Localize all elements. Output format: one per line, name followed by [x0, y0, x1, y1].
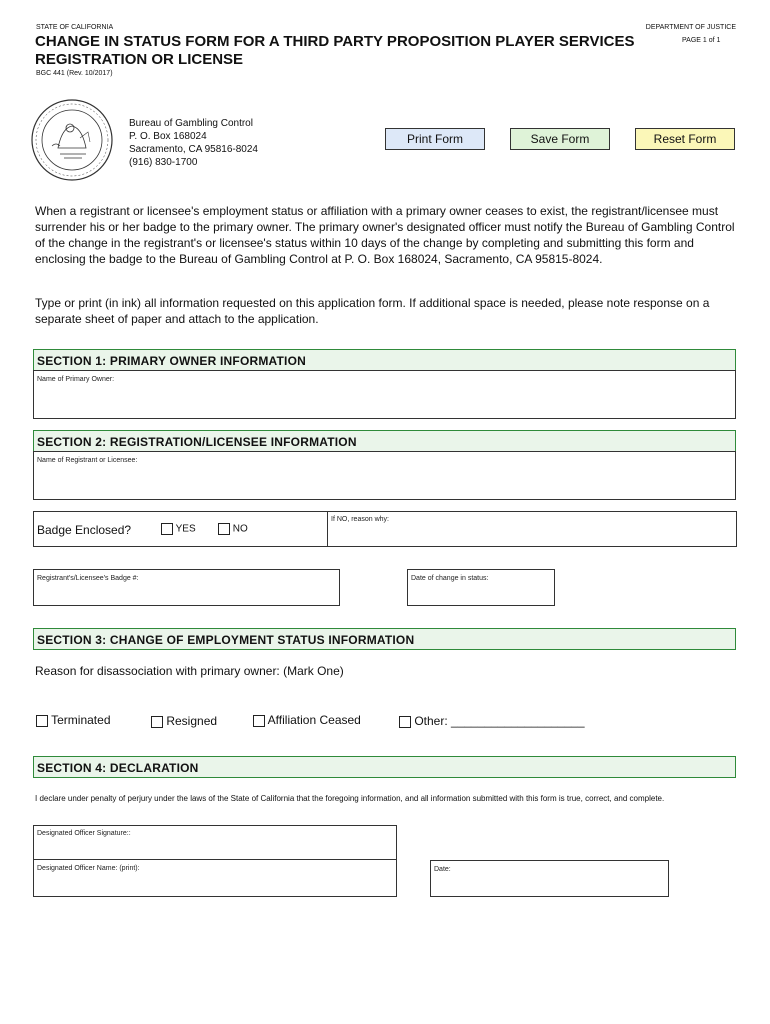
badge-no-checkbox[interactable]	[218, 523, 230, 535]
registrant-name-field[interactable]	[33, 451, 736, 500]
option-affiliation-ceased[interactable]	[253, 713, 361, 727]
officer-name-field[interactable]	[33, 859, 397, 897]
intro-paragraph-2: Type or print (in ink) all information requested on this application form. If additional space is needed, please note response on a separate sheet of paper and attach to the application.	[35, 296, 710, 326]
section3-header: SECTION 3: CHANGE OF EMPLOYMENT STATUS INFORMATION	[33, 628, 736, 650]
badge-enclosed-row	[33, 511, 328, 547]
badge-number-field[interactable]	[33, 569, 340, 606]
resigned-checkbox[interactable]	[151, 716, 163, 728]
save-form-button[interactable]: Save Form	[510, 128, 610, 150]
reset-form-button[interactable]: Reset Form	[635, 128, 735, 150]
no-reason-field[interactable]	[327, 511, 737, 547]
officer-signature-label: Designated Officer Signature::	[37, 830, 131, 837]
form-title-line1: CHANGE IN STATUS FORM FOR A THIRD PARTY PROPOSITION PLAYER SERVICES	[35, 33, 635, 50]
address-line3: Sacramento, CA 95816-8024	[129, 144, 258, 155]
officer-name-label: Designated Officer Name: (print):	[37, 865, 140, 872]
badge-yes-checkbox[interactable]	[161, 523, 173, 535]
state-label: STATE OF CALIFORNIA	[36, 24, 114, 31]
section1-header: SECTION 1: PRIMARY OWNER INFORMATION	[33, 349, 736, 371]
option-other[interactable]	[399, 714, 585, 728]
date-of-change-label: Date of change in status:	[411, 575, 489, 582]
bureau-address	[129, 117, 258, 169]
form-title	[35, 33, 635, 69]
officer-signature-field[interactable]	[33, 825, 397, 860]
affiliation-ceased-label: Affiliation Ceased	[267, 713, 361, 727]
primary-owner-field[interactable]	[33, 370, 736, 419]
primary-owner-label: Name of Primary Owner:	[37, 376, 115, 383]
other-label: Other: ____________________	[414, 714, 585, 728]
intro-paragraph-1: When a registrant or licensee's employment status or affiliation with a primary owner ceases to exist, the registrant/licensee must surrender his or her badge to the primary owner. The primary owner's designated officer must notify the Bureau of Gambling Control of the change in the registrant's or licensee's status within 10 days of the change by completing and submitting this form and enclosing the badge to the Bureau of Gambling Control at P. O. Box 168024, Sacramento, CA 95815-8024.	[35, 204, 735, 266]
option-resigned[interactable]	[151, 714, 217, 728]
form-id: BGC 441 (Rev. 10/2017)	[36, 70, 113, 77]
page-number: PAGE 1 of 1	[682, 37, 721, 44]
registrant-name-label: Name of Registrant or Licensee:	[37, 457, 138, 464]
department-label: DEPARTMENT OF JUSTICE	[645, 24, 736, 31]
badge-yes-label: YES	[175, 523, 196, 535]
terminated-label: Terminated	[51, 713, 111, 727]
other-checkbox[interactable]	[399, 716, 411, 728]
declaration-text: I declare under penalty of perjury under the laws of the State of California that the foregoing information, and all information submitted with this form is true, correct, and complete.	[35, 794, 665, 803]
address-line4: (916) 830-1700	[129, 157, 198, 168]
resigned-label: Resigned	[166, 714, 218, 728]
section2-header: SECTION 2: REGISTRATION/LICENSEE INFORMATION	[33, 430, 736, 452]
section4-header: SECTION 4: DECLARATION	[33, 756, 736, 778]
terminated-checkbox[interactable]	[36, 715, 48, 727]
form-title-line2: REGISTRATION OR LICENSE	[35, 51, 244, 68]
affiliation-ceased-checkbox[interactable]	[253, 715, 265, 727]
disassociation-reason-text: Reason for disassociation with primary owner: (Mark One)	[35, 664, 344, 678]
option-terminated[interactable]	[36, 713, 111, 727]
date-of-change-field[interactable]	[407, 569, 555, 606]
no-reason-label: If NO, reason why:	[331, 516, 389, 523]
print-form-button[interactable]: Print Form	[385, 128, 485, 150]
badge-number-label: Registrant's/Licensee's Badge #:	[37, 575, 139, 582]
declaration-date-field[interactable]	[430, 860, 669, 897]
badge-enclosed-label: Badge Enclosed?	[37, 523, 132, 537]
declaration-date-label: Date:	[434, 866, 451, 873]
badge-yes-option[interactable]	[161, 523, 196, 535]
badge-no-label: NO	[232, 523, 248, 535]
badge-no-option[interactable]	[218, 523, 248, 535]
address-line2: P. O. Box 168024	[129, 131, 207, 142]
address-line1: Bureau of Gambling Control	[129, 118, 253, 129]
state-seal-icon	[30, 98, 114, 182]
